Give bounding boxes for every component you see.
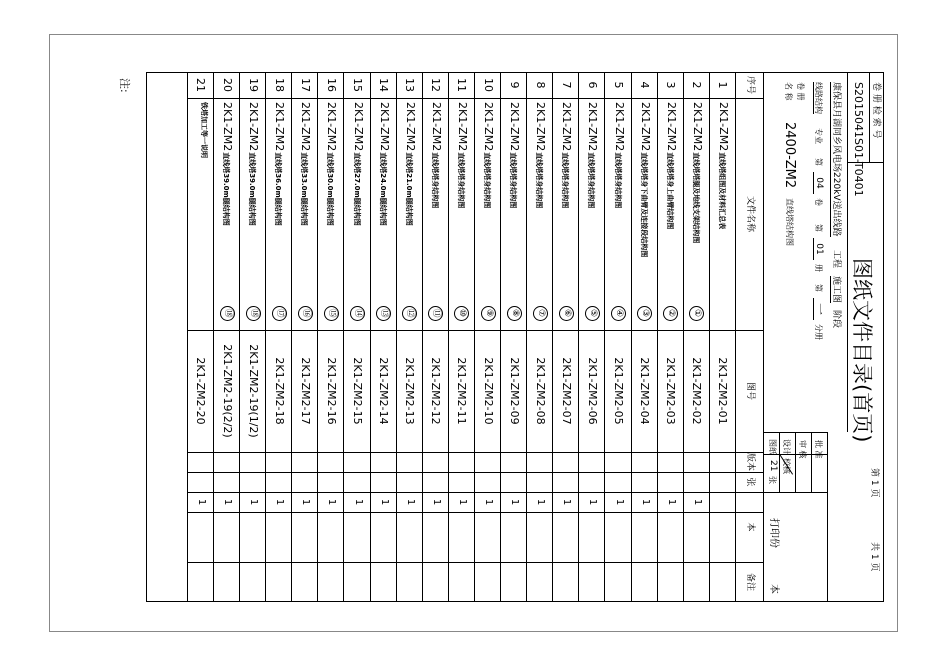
row-qty <box>710 492 736 512</box>
row-code: 2K1-ZM2-14 <box>377 357 391 425</box>
row-filename <box>535 102 546 208</box>
book-prefix: 第 <box>814 224 823 232</box>
drawings-label: 图纸 <box>768 439 777 455</box>
row-file-prefix: 2K1-ZM2 <box>586 102 600 152</box>
row-file-prefix: 2K1-ZM2 <box>273 102 287 152</box>
row-badge: ⑪ <box>428 306 443 321</box>
row-badge-wrap <box>214 298 240 328</box>
row-file-prefix: 2K1-ZM2 <box>482 102 496 152</box>
header-note: 备注 <box>745 572 756 591</box>
row-badge: ② <box>663 306 678 321</box>
header-seq: 序号 <box>745 75 756 94</box>
doc-title: 图纸文件目录(首页) <box>850 258 874 443</box>
page-total: 共 1 页 <box>869 542 879 572</box>
row-badge: ⑬ <box>376 306 391 321</box>
row-badge: ⑥ <box>559 306 574 321</box>
page-no: 第 1 页 <box>869 468 879 498</box>
row-qty: 1 <box>665 498 677 506</box>
row-code: 2K1-ZM2-13 <box>403 357 417 425</box>
col-line <box>188 562 764 563</box>
row-file-prefix: 2K1-ZM2 <box>560 102 574 152</box>
frame-top <box>883 72 884 602</box>
row-qty: 1 <box>378 498 390 506</box>
approval-row2 <box>795 432 796 492</box>
row-badge-wrap <box>449 298 475 328</box>
row-file-prefix: 2K1-ZM2 <box>534 102 548 152</box>
design-label: 设计 <box>782 439 791 455</box>
row-badge-wrap <box>240 298 266 328</box>
row-qty: 1 <box>691 498 703 506</box>
row-filename <box>379 102 390 226</box>
row-qty: 1 <box>404 498 416 506</box>
vol-name-text: 直线塔结构图 <box>785 198 794 246</box>
row-badge-wrap <box>579 298 605 328</box>
row-file-name: 直线塔塔身结构图 <box>561 152 570 209</box>
row-file-name: 直线塔塔身结构图 <box>430 152 439 209</box>
row-seq: 15 <box>351 78 365 92</box>
row-seq: 8 <box>533 81 547 89</box>
row-code: 2K1-ZM2-08 <box>533 357 547 425</box>
row-badge-wrap <box>318 298 344 328</box>
row-badge-wrap <box>292 298 318 328</box>
row-qty: 1 <box>222 498 234 506</box>
row-seq: 4 <box>638 81 652 89</box>
row-seq: 18 <box>272 78 286 92</box>
row-code: 2K1-ZM2-02 <box>690 357 704 425</box>
row-file-name: 直线塔塔身结构图 <box>613 152 622 209</box>
row-filename <box>666 102 677 229</box>
row-seq: 19 <box>246 78 260 92</box>
row-code: 2K1-ZM2-19(1/2) <box>246 344 260 438</box>
vol-name-label-1: 卷 册 <box>796 82 805 101</box>
title-line <box>847 72 848 432</box>
row-badge: ⑩ <box>454 306 469 321</box>
row-qty: 1 <box>430 498 442 506</box>
row-badge-wrap <box>553 298 579 328</box>
part-suffix: 分册 <box>814 324 823 340</box>
row-badge: ⑧ <box>507 306 522 321</box>
project-name: 康保县月湖同乡风电场220kV送出线路 <box>831 82 841 237</box>
row-code: 2K1-ZM2-11 <box>455 357 469 425</box>
row-filename <box>274 102 285 226</box>
row-filename <box>248 102 259 226</box>
row-seq: 12 <box>429 78 443 92</box>
row-code: 2K1-ZM2-15 <box>351 357 365 425</box>
row-qty: 1 <box>195 498 207 506</box>
part-num: 一 <box>813 298 826 320</box>
row-seq: 1 <box>716 81 730 89</box>
row-badge-wrap <box>266 298 292 328</box>
stage-suffix: 阶段 <box>831 310 841 329</box>
table-bottom <box>146 72 147 602</box>
row-code: 2K1-ZM2-10 <box>481 357 495 425</box>
row-seq: 6 <box>585 81 599 89</box>
row-seq: 3 <box>664 81 678 89</box>
row-filename <box>561 102 572 208</box>
row-code: 2K1-ZM2-20 <box>194 357 208 425</box>
row-file-name: 直线塔21.0m腿结构图 <box>404 152 413 226</box>
row-badge: ⑰ <box>272 306 287 321</box>
row-filename <box>483 102 494 208</box>
row-qty: 1 <box>248 498 260 506</box>
row-badge: ⑫ <box>402 306 417 321</box>
row-badge-wrap <box>423 298 449 328</box>
row-badge: ⑯ <box>298 306 313 321</box>
col-line <box>188 512 764 513</box>
row-filename <box>457 102 468 208</box>
row-file-prefix: 2K1-ZM2 <box>664 102 678 152</box>
row-seq: 16 <box>324 78 338 92</box>
row-seq: 9 <box>507 81 521 89</box>
approval-row3 <box>779 432 780 492</box>
header-name: 文件名称 <box>745 195 756 232</box>
col-line <box>188 452 764 453</box>
row-file-name: 直线塔塔身结构图 <box>457 152 465 209</box>
frame-right <box>147 601 884 602</box>
row-badge-wrap <box>606 298 632 328</box>
row-badge-wrap <box>658 298 684 328</box>
header-sheets: 张 <box>745 477 756 487</box>
row-code: 2K1-ZM2-05 <box>612 357 626 425</box>
row-filename <box>692 102 703 243</box>
row-filename <box>640 102 651 257</box>
drawing-frame <box>72 72 884 602</box>
specialty-suffix: 专业 <box>814 128 823 144</box>
approval-right <box>764 492 828 493</box>
row-seq: 21 <box>194 78 208 92</box>
volume-prefix: 第 <box>814 158 823 166</box>
row-file-prefix: 2K1-ZM2 <box>299 102 313 152</box>
row-filename <box>222 102 233 226</box>
row-code: 2K1-ZM2-17 <box>298 357 312 425</box>
row-code: 2K1-ZM2-06 <box>585 357 599 425</box>
project-suffix: 工程 <box>831 250 841 269</box>
row-seq: 20 <box>220 78 234 92</box>
row-qty: 1 <box>300 498 312 506</box>
row-qty: 1 <box>587 498 599 506</box>
row-file-prefix: 2K1-ZM2 <box>351 102 365 152</box>
row-qty: 1 <box>352 498 364 506</box>
print-label: 打印份 <box>768 518 779 548</box>
row-filename <box>405 102 416 226</box>
row-badge: ⑤ <box>585 306 600 321</box>
row-qty: 1 <box>456 498 468 506</box>
row-seq: 2 <box>690 81 704 89</box>
row-code: 2K1-ZM2-07 <box>559 357 573 425</box>
row-file-prefix: 2K1-ZM2 <box>429 102 443 152</box>
row-file-prefix: 2K1-ZM2 <box>403 102 417 152</box>
row-code: 2K1-ZM2-18 <box>272 357 286 425</box>
row-file-name: 铁塔加工等一说明 <box>200 102 208 158</box>
row-qty: 1 <box>561 498 573 506</box>
row-filename <box>353 102 364 226</box>
row-filename <box>300 102 311 226</box>
row-badge: ⑱ <box>246 306 261 321</box>
row-file-prefix: 2K1-ZM2 <box>638 102 652 152</box>
note-label: 注: <box>118 78 131 93</box>
row-badge: ③ <box>637 306 652 321</box>
row-filename <box>431 102 442 208</box>
row-qty: 1 <box>535 498 547 506</box>
row-file-name: 直线塔30.0m腿结构图 <box>326 152 335 226</box>
row-seq: 10 <box>481 78 495 92</box>
row-file-prefix: 2K1-ZM2 <box>247 102 261 152</box>
row-qty: 1 <box>639 498 651 506</box>
row-badge-wrap <box>397 298 423 328</box>
row-file-prefix: 2K1-ZM2 <box>717 102 730 152</box>
row-filename <box>614 102 625 208</box>
drawing-sheet <box>72 72 884 602</box>
row-code: 2K1-ZM2-12 <box>429 357 443 425</box>
volume-suffix: 卷 <box>814 198 823 206</box>
book-num: 01 <box>813 238 823 260</box>
row-code: 2K1-ZM2-03 <box>664 357 678 425</box>
review-label: 审 核 <box>798 440 807 459</box>
header-code: 图号 <box>745 381 756 400</box>
row-seq: 7 <box>559 81 573 89</box>
row-line <box>187 72 188 602</box>
row-filename <box>200 102 207 158</box>
row-file-name: 直线塔塔腿及地线支架结构图 <box>691 152 700 244</box>
row-qty: 1 <box>509 498 521 506</box>
row-file-prefix: 2K1-ZM2 <box>508 102 522 152</box>
row-file-name: 直线塔39.0m腿结构图 <box>222 152 231 226</box>
vol-name-code: 2400-ZM2 <box>782 122 797 189</box>
row-badge-wrap <box>501 298 527 328</box>
approve-label: 批 准 <box>814 440 823 459</box>
row-file-name: 直线塔塔身结构图 <box>587 152 596 209</box>
row-file-name: 直线塔塔身结构图 <box>535 152 544 209</box>
volno-right <box>848 162 884 163</box>
row-file-name: 直线塔33.0m腿结构图 <box>300 152 309 226</box>
row-code: 2K1-ZM2-09 <box>507 357 521 425</box>
row-badge: ⑨ <box>481 306 496 321</box>
row-badge-wrap <box>632 298 658 328</box>
row-file-name: 直线塔36.0m腿结构图 <box>274 152 283 226</box>
row-file-name: 直线塔塔身结构图 <box>509 152 518 209</box>
row-badge: ① <box>689 306 704 321</box>
stage: 施工图 <box>831 276 841 304</box>
approval-left <box>764 432 828 433</box>
part-prefix: 第 <box>814 284 823 292</box>
row-qty: 1 <box>326 498 338 506</box>
row-filename <box>718 102 729 229</box>
row-seq: 14 <box>377 78 391 92</box>
row-seq: 17 <box>298 78 312 92</box>
row-qty: 1 <box>274 498 286 506</box>
row-badge: ④ <box>611 306 626 321</box>
row-filename <box>588 102 599 208</box>
row-badge-wrap <box>527 298 553 328</box>
row-file-name: 直线塔39.0m腿结构图 <box>248 152 257 226</box>
book-suffix: 册 <box>814 264 823 272</box>
row-qty: 1 <box>483 498 495 506</box>
col-line <box>188 472 764 473</box>
row-badge: ⑱ <box>220 306 235 321</box>
approval-row1 <box>811 432 812 492</box>
row-file-name: 直线塔组图及材料汇总表 <box>718 152 726 230</box>
approval-col <box>764 454 828 455</box>
row-seq: 5 <box>612 81 626 89</box>
row-code: 2K1-ZM2-16 <box>324 357 338 425</box>
row-badge: ⑦ <box>533 306 548 321</box>
volno-line <box>869 72 870 162</box>
row-badge: ⑮ <box>324 306 339 321</box>
drawing-count: 21 <box>768 460 778 472</box>
row-file-name: 直线塔塔身结构图 <box>483 152 492 209</box>
specialty: 线路结构 <box>814 82 823 114</box>
row-seq: 11 <box>455 78 469 92</box>
approval-top <box>827 432 828 602</box>
row-code: 2K1-ZM2-19(2/2) <box>220 344 234 438</box>
col-line <box>188 98 764 99</box>
row-file-prefix: 2K1-ZM2 <box>377 102 391 152</box>
row-file-prefix: 2K1-ZM2 <box>690 102 704 152</box>
row-badge-wrap <box>345 298 371 328</box>
copies-unit: 本 <box>768 584 779 594</box>
row-code: 2K1-ZM2-01 <box>716 357 730 425</box>
header-version: 版本 <box>745 452 756 471</box>
row-filename <box>327 102 338 226</box>
volume-no: S2015041S01-T0401 <box>852 82 865 197</box>
row-file-prefix: 2K1-ZM2 <box>325 102 339 152</box>
row-filename <box>509 102 520 208</box>
row-file-name: 直线塔27.0m腿结构图 <box>352 152 361 226</box>
row-badge-wrap <box>475 298 501 328</box>
row-file-name: 直线塔24.0m腿结构图 <box>378 152 387 226</box>
drawing-unit: 张 <box>768 476 777 484</box>
row-file-prefix: 2K1-ZM2 <box>456 102 469 152</box>
row-badge-wrap <box>371 298 397 328</box>
volume-num: 04 <box>813 172 823 194</box>
row-file-prefix: 2K1-ZM2 <box>612 102 626 152</box>
row-code: 2K1-ZM2-04 <box>638 357 652 425</box>
vol-name-label-2: 名 称 <box>784 82 793 101</box>
row-file-name: 直线塔塔身上曲臂结构图 <box>665 152 674 230</box>
row-seq: 13 <box>403 78 417 92</box>
header-copies: 本 <box>745 522 756 532</box>
volume-no-label: 卷 册 检 索 号 <box>871 82 881 139</box>
row-badge-wrap <box>684 298 710 328</box>
row-badge: ⑭ <box>350 306 365 321</box>
row-qty: 1 <box>613 498 625 506</box>
check-label: 校核 <box>782 458 791 474</box>
row-file-prefix: 2K1-ZM2 <box>221 102 235 152</box>
row-file-name: 直线塔塔身下曲臂及连接段结构图 <box>639 152 648 258</box>
